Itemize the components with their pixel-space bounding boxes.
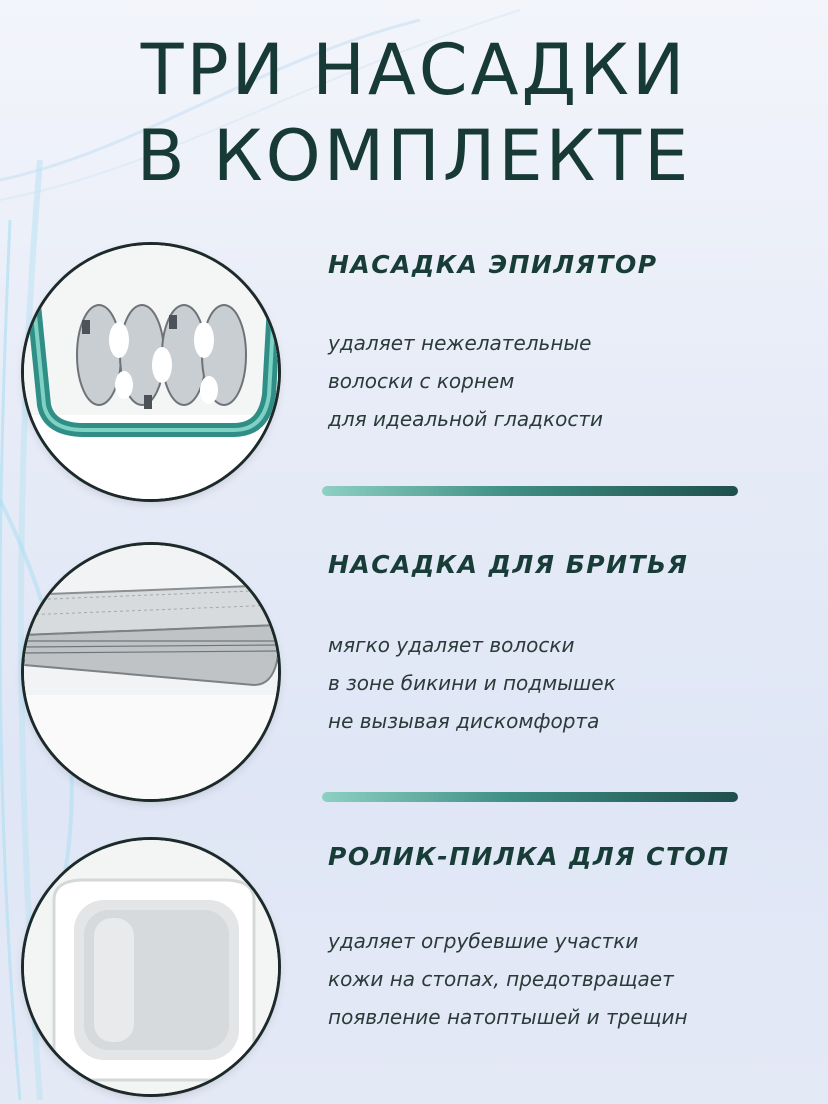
section-divider [322, 486, 738, 496]
desc-line: кожи на стопах, предотвращает [328, 967, 674, 991]
section-desc-foot-file [328, 922, 688, 1036]
desc-line: мягко удаляет волоски [328, 633, 575, 657]
epilator-head-icon [24, 245, 278, 499]
foot-file-roller-icon [24, 840, 278, 1094]
desc-line: удаляет нежелательные [328, 331, 592, 355]
page-title-line1: ТРИ НАСАДКИ [140, 29, 688, 111]
page-title-line2: В КОМПЛЕКТЕ [136, 115, 692, 197]
shaver-head-image [24, 545, 278, 799]
section-title-shaver: НАСАДКА ДЛЯ БРИТЬЯ [328, 550, 689, 579]
section-title-foot-file: РОЛИК-ПИЛКА ДЛЯ СТОП [328, 842, 730, 871]
desc-line: удаляет огрубевшие участки [328, 929, 639, 953]
desc-line: появление натоптышей и трещин [328, 1005, 688, 1029]
desc-line: волоски с корнем [328, 369, 515, 393]
section-desc-shaver [328, 626, 616, 740]
shaver-head-icon [24, 545, 278, 799]
desc-line: в зоне бикини и подмышек [328, 671, 616, 695]
desc-line: для идеальной гладкости [328, 407, 603, 431]
desc-line: не вызывая дискомфорта [328, 709, 600, 733]
epilator-head-image [24, 245, 278, 499]
foot-file-roller-image [24, 840, 278, 1094]
section-title-epilator: НАСАДКА ЭПИЛЯТОР [328, 250, 658, 279]
section-desc-epilator [328, 324, 603, 438]
section-divider [322, 792, 738, 802]
